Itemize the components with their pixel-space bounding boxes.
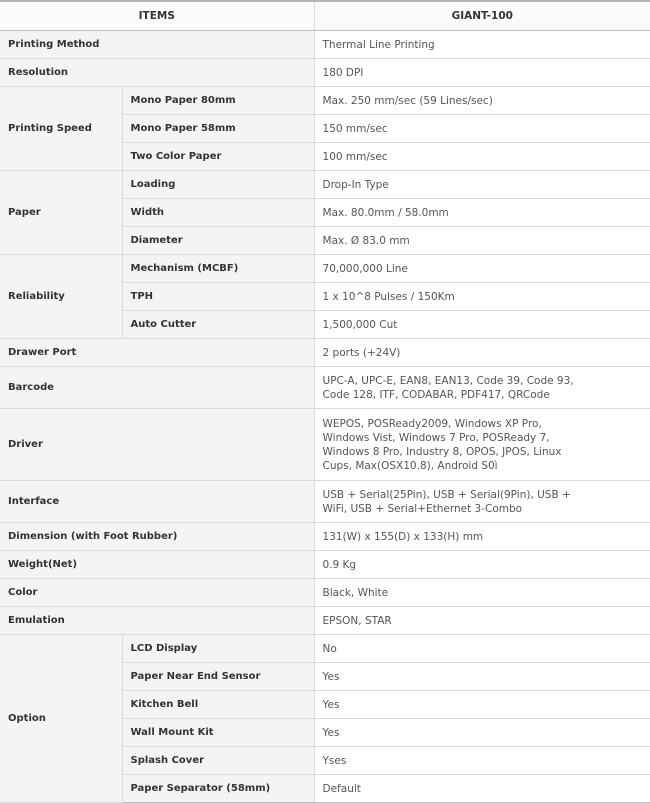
header-items: ITEMS bbox=[0, 1, 314, 31]
sub-label: Two Color Paper bbox=[122, 143, 314, 171]
sub-label: Splash Cover bbox=[122, 747, 314, 775]
sub-label: Kitchen Bell bbox=[122, 691, 314, 719]
row-value: Drop-In Type bbox=[314, 171, 650, 199]
row-label: Driver bbox=[0, 409, 314, 481]
row-value: Yses bbox=[314, 747, 650, 775]
row-value: 150 mm/sec bbox=[314, 115, 650, 143]
row-value: Black, White bbox=[314, 579, 650, 607]
row-label: Drawer Port bbox=[0, 339, 314, 367]
table-row bbox=[0, 367, 650, 409]
value-line: USB + Serial(25Pin), USB + Serial(9Pin), USB + bbox=[322, 488, 571, 501]
sub-label: Loading bbox=[122, 171, 314, 199]
row-label: Color bbox=[0, 579, 314, 607]
group-label: Paper bbox=[0, 171, 122, 255]
table-row bbox=[0, 523, 650, 551]
table-row bbox=[0, 31, 650, 59]
value-line: Windows Vist, Windows 7 Pro, POSReady 7, bbox=[322, 431, 550, 444]
row-value: No bbox=[314, 635, 650, 663]
table-row bbox=[0, 59, 650, 87]
row-value: 70,000,000 Line bbox=[314, 255, 650, 283]
table-row bbox=[0, 409, 650, 481]
row-label: Resolution bbox=[0, 59, 314, 87]
sub-label: Width bbox=[122, 199, 314, 227]
row-label: Weight(Net) bbox=[0, 551, 314, 579]
row-value: 0.9 Kg bbox=[314, 551, 650, 579]
row-label: Printing Method bbox=[0, 31, 314, 59]
sub-label: Mono Paper 80mm bbox=[122, 87, 314, 115]
sub-label: Paper Separator (58mm) bbox=[122, 775, 314, 803]
row-value: 1 x 10^8 Pulses / 150Km bbox=[314, 283, 650, 311]
value-line: Code 128, ITF, CODABAR, PDF417, QRCode bbox=[322, 388, 550, 401]
header-model: GIANT-100 bbox=[314, 1, 650, 31]
row-value: Max. Ø 83.0 mm bbox=[314, 227, 650, 255]
row-value: Yes bbox=[314, 691, 650, 719]
row-value bbox=[314, 409, 650, 481]
row-value: 1,500,000 Cut bbox=[314, 311, 650, 339]
row-value bbox=[314, 481, 650, 523]
row-value: Default bbox=[314, 775, 650, 803]
sub-label: LCD Display bbox=[122, 635, 314, 663]
sub-label: Paper Near End Sensor bbox=[122, 663, 314, 691]
sub-label: Diameter bbox=[122, 227, 314, 255]
value-line: WiFi, USB + Serial+Ethernet 3-Combo bbox=[322, 502, 523, 515]
row-value: Max. 80.0mm / 58.0mm bbox=[314, 199, 650, 227]
row-value: Max. 250 mm/sec (59 Lines/sec) bbox=[314, 87, 650, 115]
row-value: EPSON, STAR bbox=[314, 607, 650, 635]
table-row bbox=[0, 255, 650, 283]
table-row bbox=[0, 551, 650, 579]
sub-label: Mono Paper 58mm bbox=[122, 115, 314, 143]
row-label: Emulation bbox=[0, 607, 314, 635]
table-row bbox=[0, 607, 650, 635]
table-row bbox=[0, 481, 650, 523]
row-value bbox=[314, 367, 650, 409]
sub-label: Auto Cutter bbox=[122, 311, 314, 339]
row-value: 131(W) x 155(D) x 133(H) mm bbox=[314, 523, 650, 551]
table-row bbox=[0, 171, 650, 199]
row-label: Dimension (with Foot Rubber) bbox=[0, 523, 314, 551]
table-row bbox=[0, 635, 650, 663]
table-header-row bbox=[0, 1, 650, 31]
value-line: Cups, Max(OSX10.8), Android S0ì bbox=[322, 459, 498, 472]
value-line: Windows 8 Pro, Industry 8, OPOS, JPOS, Linux bbox=[322, 445, 562, 458]
sub-label: Mechanism (MCBF) bbox=[122, 255, 314, 283]
row-value: Thermal Line Printing bbox=[314, 31, 650, 59]
group-label: Reliability bbox=[0, 255, 122, 339]
value-line: WEPOS, POSReady2009, Windows XP Pro, bbox=[322, 417, 542, 430]
value-line: UPC-A, UPC-E, EAN8, EAN13, Code 39, Code 93, bbox=[322, 374, 574, 387]
group-label: Printing Speed bbox=[0, 87, 122, 171]
row-label: Barcode bbox=[0, 367, 314, 409]
row-value: Yes bbox=[314, 719, 650, 747]
group-label: Option bbox=[0, 635, 122, 803]
row-value: Yes bbox=[314, 663, 650, 691]
sub-label: Wall Mount Kit bbox=[122, 719, 314, 747]
sub-label: TPH bbox=[122, 283, 314, 311]
row-label: Interface bbox=[0, 481, 314, 523]
table-row bbox=[0, 87, 650, 115]
row-value: 180 DPI bbox=[314, 59, 650, 87]
table-row bbox=[0, 579, 650, 607]
row-value: 100 mm/sec bbox=[314, 143, 650, 171]
row-value: 2 ports (+24V) bbox=[314, 339, 650, 367]
table-row bbox=[0, 339, 650, 367]
